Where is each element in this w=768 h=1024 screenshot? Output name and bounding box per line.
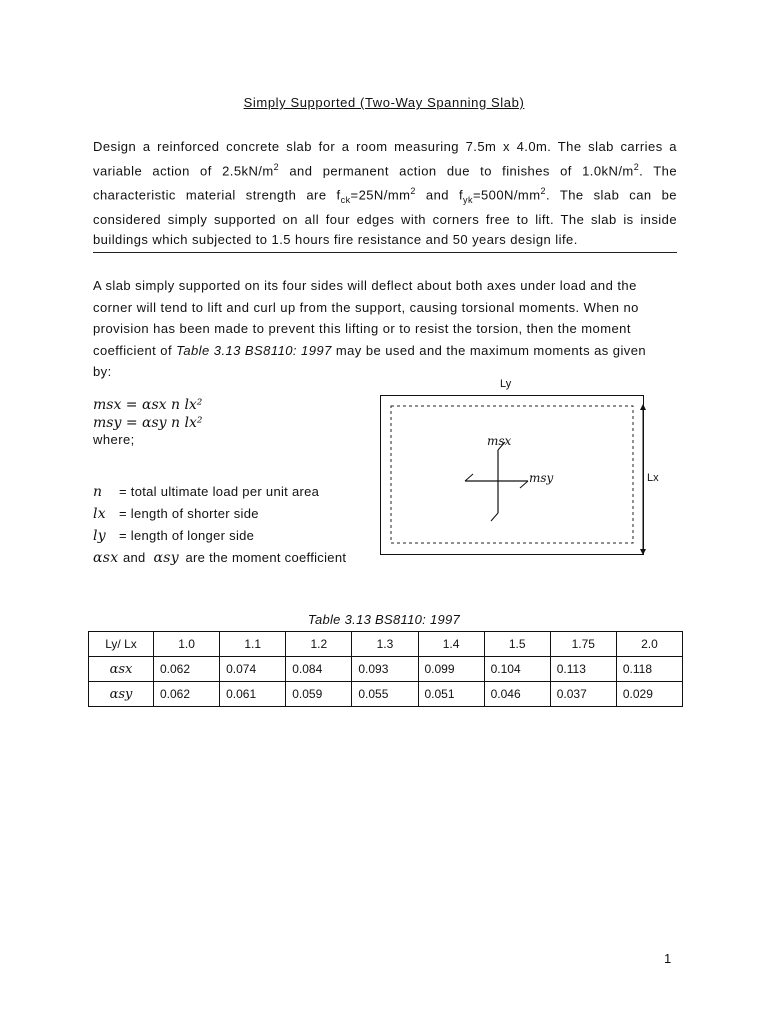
table-caption: Table 3.13 BS8110: 1997 <box>307 612 461 627</box>
table-cell: 1.5 <box>484 632 550 657</box>
table-cell: 0.093 <box>352 657 418 682</box>
slab-diagram <box>380 395 659 555</box>
table-cell: 0.099 <box>418 657 484 682</box>
table-cell: 0.061 <box>220 682 286 707</box>
table-cell: 0.037 <box>550 682 616 707</box>
table-row-label: αsx <box>89 657 154 682</box>
problem-statement: Design a reinforced concrete slab for a room measuring 7.5m x 4.0m. The slab carries a variable action of $2.5kN/m^2$ and permanent action due to finishes of $1.0kN/m^2$. The characteristic material strength are $f_{ck}=25N/mm^2$ and $f_{yk}=500N/mm^2$. The slab can be considered simply supported on all four edges with corners free to lift. The slab is inside buildings which subjected to 1.5 hours fire resistance and 50 years design life. <box>93 139 678 248</box>
table-row-label: αsy <box>89 682 154 707</box>
table-cell: 0.084 <box>286 657 352 682</box>
table-cell: 0.062 <box>154 657 220 682</box>
equation-msx: msx = αsx n lx² <box>93 397 203 413</box>
table-cell: 0.074 <box>220 657 286 682</box>
table-cell: 0.113 <box>550 657 616 682</box>
page-title: Simply Supported (Two-Way Spanning Slab) <box>243 95 525 110</box>
table-cell: 0.055 <box>352 682 418 707</box>
lx-arrow-bottom <box>640 549 646 555</box>
msy-arrow-right <box>520 481 528 488</box>
table-cell: 1.3 <box>352 632 418 657</box>
ly-label: Ly <box>500 378 512 390</box>
table-cell: 0.062 <box>154 682 220 707</box>
msy-arrow-left <box>465 474 473 481</box>
lx-arrow-top <box>640 404 646 410</box>
table-header-label: Ly/ Lx <box>89 632 154 657</box>
table-cell: 1.1 <box>220 632 286 657</box>
table-cell: 0.059 <box>286 682 352 707</box>
where-label: where; <box>93 432 135 447</box>
table-row-asx <box>89 657 683 682</box>
moment-coefficient-table <box>88 631 683 707</box>
table-cell: 1.2 <box>286 632 352 657</box>
table-cell: 0.118 <box>616 657 682 682</box>
table-cell: 1.0 <box>154 632 220 657</box>
support-line <box>391 406 633 543</box>
definition-ly: ly = length of longer side <box>93 528 255 544</box>
table-cell: 1.75 <box>550 632 616 657</box>
table-cell: 0.104 <box>484 657 550 682</box>
msx-label: msx <box>487 434 512 448</box>
table-cell: 2.0 <box>616 632 682 657</box>
table-cell: 0.046 <box>484 682 550 707</box>
slab-diagram-svg <box>381 396 643 554</box>
definition-n: n = total ultimate load per unit area <box>93 484 320 500</box>
lx-label: Lx <box>647 472 659 484</box>
intro-paragraph: A slab simply supported on its four sides will deflect about both axes under load and the corner will tend to lift and curl up from the support, causing torsional moments. When no provision has been made to prevent this lifting or to resist the torsion, then the moment coefficient of Table 3.13 BS8110: 1997 may be used and the maximum moments as given by: <box>93 278 647 379</box>
definition-coefficients: αsx and αsy are the moment coefficient <box>93 550 347 566</box>
table-cell: 0.029 <box>616 682 682 707</box>
table-cell: 1.4 <box>418 632 484 657</box>
definition-lx: lx = length of shorter side <box>93 506 259 522</box>
table-row-asy <box>89 682 683 707</box>
table-row-ratios <box>89 632 683 657</box>
horizontal-divider <box>93 252 677 253</box>
msx-arrow-bottom <box>491 513 498 521</box>
table-cell: 0.051 <box>418 682 484 707</box>
table-reference: Table 3.13 BS8110: 1997 <box>176 342 332 358</box>
msy-label: msy <box>529 471 554 485</box>
equation-msy: msy = αsy n lx² <box>93 415 203 431</box>
page-number: 1 <box>664 951 672 966</box>
